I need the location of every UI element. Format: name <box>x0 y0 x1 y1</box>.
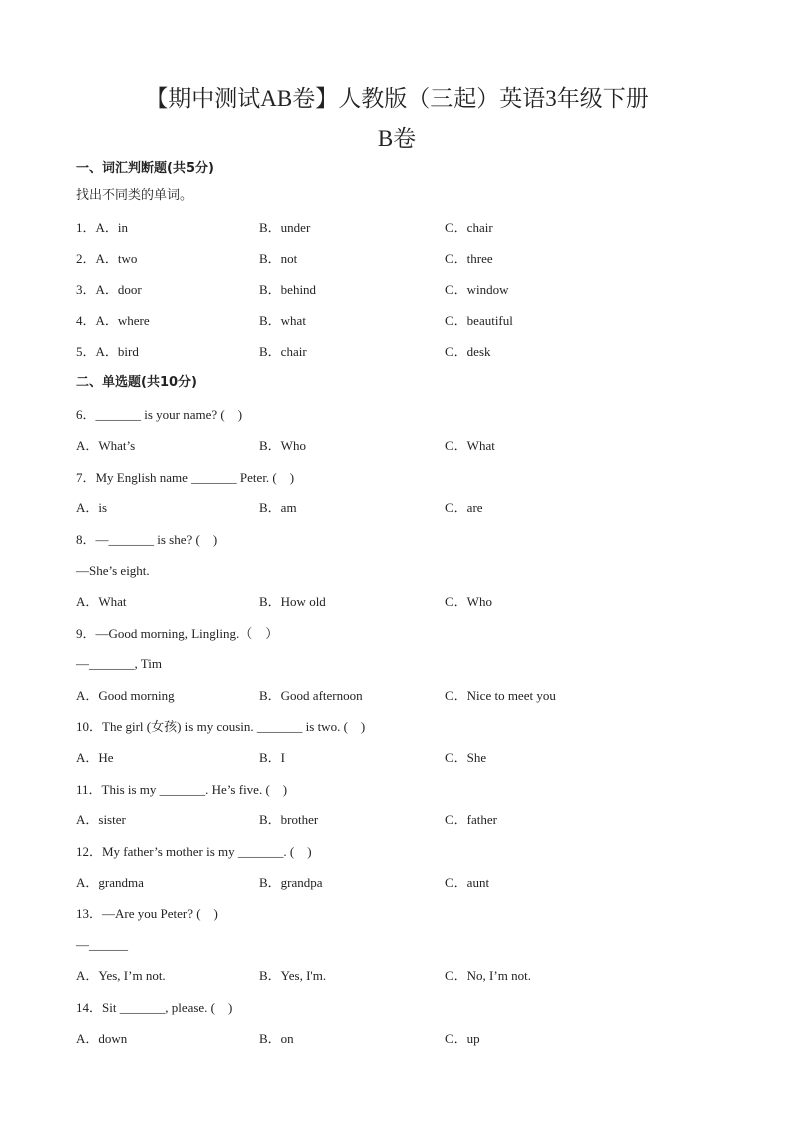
q11-option-c: C．father <box>445 812 497 827</box>
section-instruction: 找出不同类的单词。 <box>76 188 194 203</box>
q1-option-b: B．under <box>259 220 311 235</box>
q5-option-c: C．desk <box>445 344 491 359</box>
q2-option-a: 2．A．two <box>76 251 138 266</box>
q2-option-b: B．not <box>259 251 298 266</box>
q4-option-a: 4．A．where <box>76 313 150 328</box>
q14-option-a: A．down <box>76 1031 128 1046</box>
q8-option-b: B．How old <box>259 594 326 609</box>
q13-stem: 13．—Are you Peter? ( ) <box>76 906 218 921</box>
q11-stem: 11．This is my _______. He’s five. ( ) <box>76 782 288 797</box>
q7-stem: 7．My English name _______ Peter. ( ) <box>76 470 295 485</box>
q2-option-c: C．three <box>445 251 493 266</box>
q8-option-a: A．What <box>76 594 127 609</box>
q14-stem: 14．Sit _______, please. ( ) <box>76 1000 233 1015</box>
q4-option-b: B．what <box>259 313 306 328</box>
q6-option-a: A．What’s <box>76 438 136 453</box>
q11-option-a: A．sister <box>76 812 126 827</box>
q6-stem: 6．_______ is your name? ( ) <box>76 407 243 422</box>
q7-option-a: A．is <box>76 500 108 515</box>
q4-option-c: C．beautiful <box>445 313 513 328</box>
q9-stem: 9．—Good morning, Lingling.（ ） <box>76 626 279 641</box>
q8-response: —She’s eight. <box>76 563 150 578</box>
q12-stem: 12．My father’s mother is my _______. ( ) <box>76 844 312 859</box>
q12-option-c: C．aunt <box>445 875 490 890</box>
q6-option-b: B．Who <box>259 438 306 453</box>
q10-stem: 10．The girl (女孩) is my cousin. _______ is two. ( ) <box>76 719 366 734</box>
q10-option-a: A．He <box>76 750 114 765</box>
q9-response: —_______, Tim <box>76 656 162 671</box>
q9-option-c: C．Nice to meet you <box>445 688 556 703</box>
q3-option-b: B．behind <box>259 282 317 297</box>
document-title-line-1: 【期中测试AB卷】人教版（三起）英语3年级下册 <box>145 86 649 111</box>
q11-option-b: B．brother <box>259 812 319 827</box>
q13-option-c: C．No, I’m not. <box>445 968 531 983</box>
section-heading-single-choice: 二、单选题(共10分) <box>76 375 197 390</box>
q14-option-c: C．up <box>445 1031 480 1046</box>
q9-option-a: A．Good morning <box>76 688 175 703</box>
q13-option-b: B．Yes, I'm. <box>259 968 327 983</box>
q3-option-a: 3．A．door <box>76 282 142 297</box>
q12-option-b: B．grandpa <box>259 875 323 890</box>
q10-option-c: C．She <box>445 750 487 765</box>
q6-option-c: C．What <box>445 438 495 453</box>
q3-option-c: C．window <box>445 282 509 297</box>
q10-option-b: B．I <box>259 750 286 765</box>
q7-option-c: C．are <box>445 500 483 515</box>
q7-option-b: B．am <box>259 500 297 515</box>
q13-response: —______ <box>76 937 128 952</box>
q8-stem: 8．—_______ is she? ( ) <box>76 532 218 547</box>
q5-option-a: 5．A．bird <box>76 344 139 359</box>
section-heading-vocabulary: 一、词汇判断题(共5分) <box>76 161 214 176</box>
q9-option-b: B．Good afternoon <box>259 688 363 703</box>
q14-option-b: B．on <box>259 1031 294 1046</box>
q12-option-a: A．grandma <box>76 875 144 890</box>
q8-option-c: C．Who <box>445 594 492 609</box>
q1-option-c: C．chair <box>445 220 493 235</box>
q1-option-a: 1．A．in <box>76 220 129 235</box>
document-title-line-2: B卷 <box>377 126 417 151</box>
q5-option-b: B．chair <box>259 344 307 359</box>
q13-option-a: A．Yes, I’m not. <box>76 968 166 983</box>
